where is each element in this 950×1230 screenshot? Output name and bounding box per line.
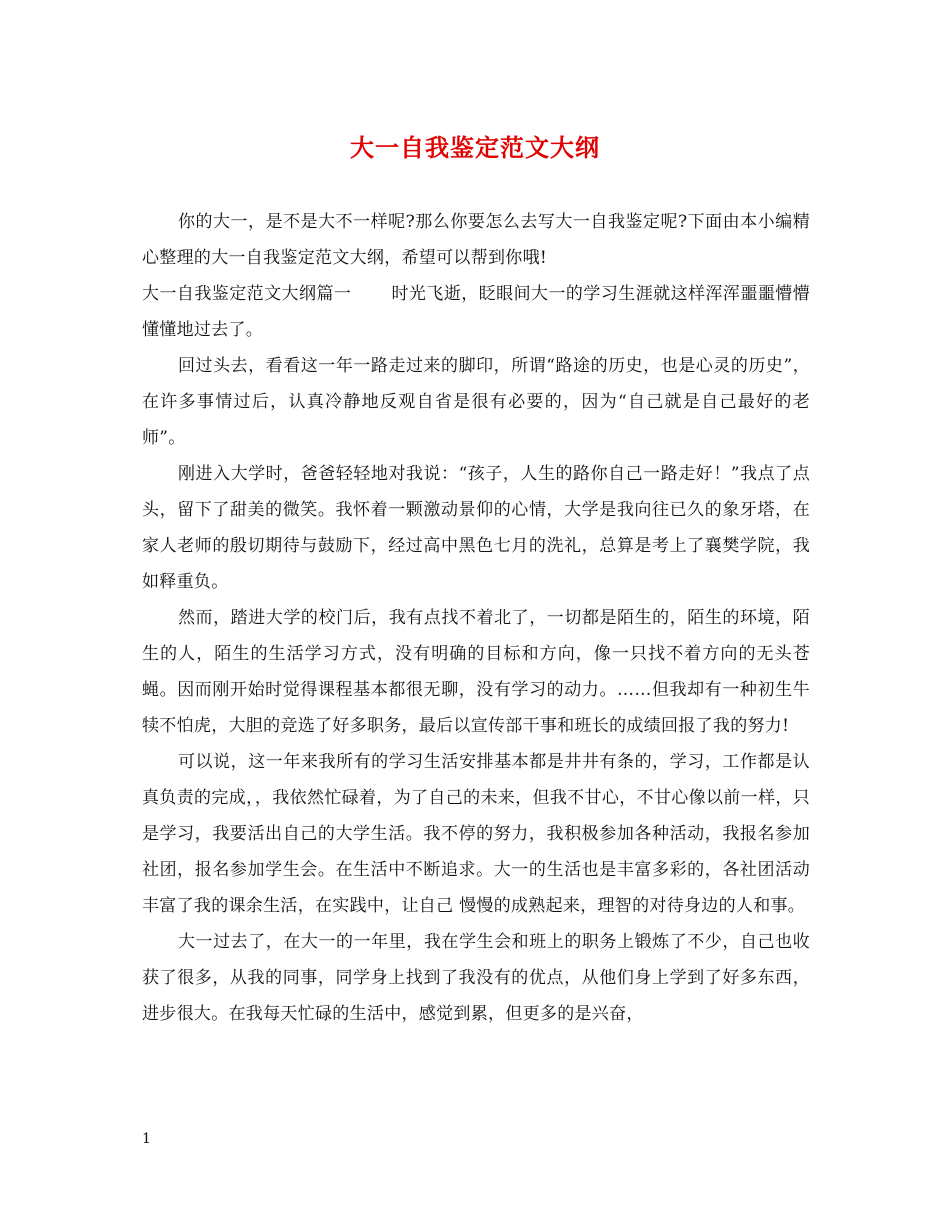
body-paragraph: 可以说，这一年来我所有的学习生活安排基本都是井井有条的，学习，工作都是认真负责的完成，，我依然忙碌着，为了自己的未来，但我不甘心，不甘心像以前一样，只是学习，我要活出自己的大学生活。我不停的努力，我积极参加各种活动，我报名参加社团，报名参加学生会。在生活中不断追求。大一的生活也是丰富多彩的，各社团活动丰富了我的课余生活，在实践中，让自己 慢慢的成熟起来，理智的对待身边的人和事。 bbox=[142, 752, 810, 916]
body-paragraph: 大一过去了，在大一的一年里，我在学生会和班上的职务上锻炼了不少，自己也收获了很多，从我的同事，同学身上找到了我没有的优点，从他们身上学到了好多东西，进步很大。在我每天忙碌的生活中，感觉到累，但更多的是兴奋， bbox=[142, 932, 810, 1024]
intro-paragraph: 你的大一，是不是大不一样呢?那么你要怎么去写大一自我鉴定呢?下面由本小编精心整理的大一自我鉴定范文大纲，希望可以帮到你哦! bbox=[142, 212, 810, 268]
body-paragraph: 回过头去，看看这一年一路走过来的脚印，所谓“路途的历史，也是心灵的历史”，在许多事情过后，认真冷静地反观自省是很有必要的，因为“自己就是自己最好的老师”。 bbox=[142, 356, 810, 448]
section-lead: 时光飞逝，眨眼间大一的学习生涯就这样浑浑噩噩懵懵懂懂地过去了。 bbox=[142, 284, 811, 340]
body-paragraph: 然而，踏进大学的校门后，我有点找不着北了，一切都是陌生的，陌生的环境，陌生的人，陌生的生活学习方式，没有明确的目标和方向，像一只找不着方向的无头苍蝇。因而刚开始时觉得课程基本都很无聊，没有学习的动力。……但我却有一种初生牛犊不怕虎，大胆的竞选了好多职务，最后以宣传部干事和班长的成绩回报了我的努力! bbox=[142, 608, 810, 736]
page-number: 1 bbox=[142, 1131, 151, 1147]
document-body bbox=[142, 204, 810, 1032]
section-heading: 大一自我鉴定范文大纲篇一 bbox=[142, 284, 352, 304]
body-paragraph: 刚进入大学时，爸爸轻轻地对我说：“孩子，人生的路你自己一路走好！”我点了点头，留下了甜美的微笑。我怀着一颗激动景仰的心情，大学是我向往已久的象牙塔，在家人老师的殷切期待与鼓励下，经过高中黑色七月的洗礼，总算是考上了襄樊学院，我如释重负。 bbox=[142, 464, 810, 592]
document-title: 大一自我鉴定范文大纲 bbox=[350, 133, 600, 162]
section-paragraph bbox=[142, 276, 810, 348]
